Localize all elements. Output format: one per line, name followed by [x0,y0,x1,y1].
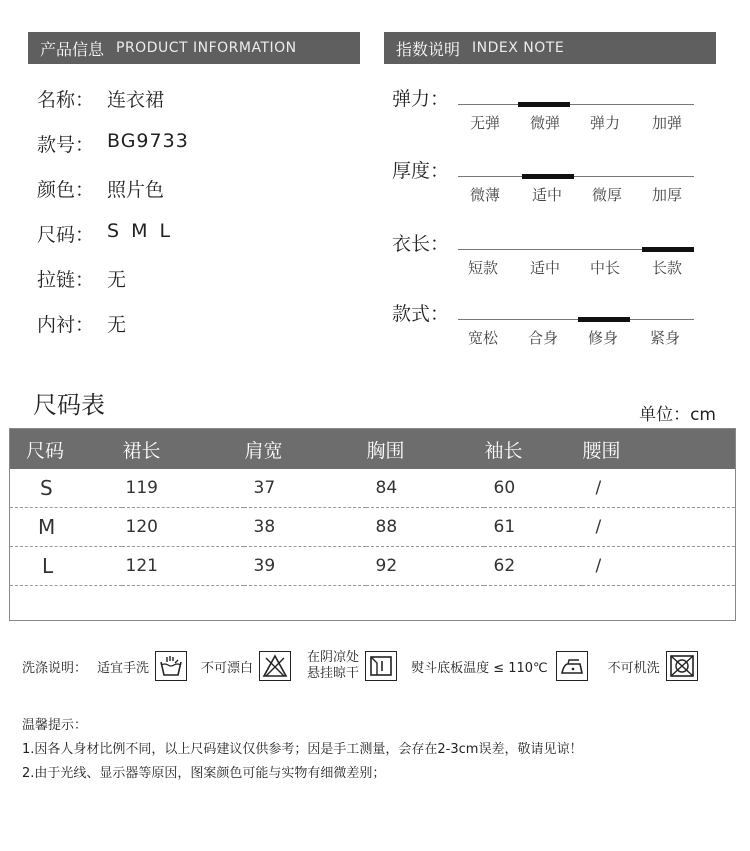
product-info-title: 产品信息 [40,39,105,59]
index-scale-line [458,104,694,105]
info-value: 无 [107,269,127,291]
info-row-size [37,220,173,247]
table-cell: / [582,508,736,547]
size-table-header: 胸围 [366,429,484,470]
table-cell: 62 [484,547,582,586]
size-chart-unit: 单位：cm [639,405,716,425]
index-selected-marker [642,247,694,252]
size-table-header: 肩宽 [244,429,366,470]
index-option: 微厚 [591,186,622,204]
size-table-header: 腰围 [582,429,736,470]
index-label: 弹力： [392,88,450,110]
table-row [10,508,736,547]
index-option: 中长 [589,259,620,277]
table-row [10,469,736,508]
size-table [9,428,736,621]
index-scale-line [458,249,694,250]
care-text: 适宜手洗 [97,660,150,676]
index-selected-marker [518,102,570,107]
shade-dry-icon [365,651,397,681]
index-option: 微弹 [529,114,560,132]
table-cell: 119 [122,469,244,508]
table-cell: 37 [244,469,366,508]
index-option: 加弹 [651,114,682,132]
care-text: 不可机洗 [607,660,660,676]
info-value: BG9733 [107,130,189,152]
index-row-thickness [392,156,702,206]
index-option: 无弹 [469,114,500,132]
care-item-hand-wash [97,651,187,681]
product-info-header [28,32,360,64]
index-row-fit [392,299,702,349]
table-cell: / [582,547,736,586]
notes-title: 温馨提示： [22,718,88,733]
table-row-empty [10,586,736,621]
info-value: 照片色 [107,179,165,201]
info-row-name [37,85,164,112]
hand-wash-icon [155,651,187,681]
table-cell: M [10,508,122,547]
index-selected-marker [578,317,630,322]
index-selected-marker [522,174,574,179]
index-option: 弹力 [589,114,620,132]
iron-icon [556,651,588,681]
no-machine-wash-icon [666,651,698,681]
info-row-lining [37,310,126,337]
index-option: 微薄 [469,186,500,204]
size-table-header: 裙长 [122,429,244,470]
index-note-title-en: INDEX NOTE [472,40,565,56]
table-cell: L [10,547,122,586]
index-scale-line [458,176,694,177]
table-cell: 60 [484,469,582,508]
index-scale-line [458,319,694,320]
index-option: 适中 [531,186,562,204]
index-note-header [384,32,716,64]
care-text: 熨斗底板温度 ≤ 110℃ [411,660,548,676]
table-cell: 39 [244,547,366,586]
care-text-group [307,650,359,682]
table-cell: 92 [366,547,484,586]
care-text: 在阴凉处 [307,650,360,665]
index-option: 合身 [527,329,558,347]
index-label: 厚度： [392,160,450,182]
info-value: 无 [107,314,127,336]
care-item-shade-dry [307,650,397,682]
size-table-header-row [10,429,736,470]
info-row-color [37,175,164,202]
size-table-header: 尺码 [10,429,122,470]
info-value: 连衣裙 [107,89,165,111]
index-option: 长款 [651,259,682,277]
care-text: 悬挂晾干 [307,666,360,681]
notes-line: 2.由于光线、显示器等原因，图案颜色可能与实物有细微差别； [22,766,386,781]
info-label: 尺码： [37,224,95,246]
notes-line: 1.因各人身材比例不同，以上尺码建议仅供参考；因是手工测量，会存在2-3cm误差，敬请见谅！ [22,742,583,757]
table-cell: 121 [122,547,244,586]
index-note-title: 指数说明 [396,39,461,59]
size-chart-title: 尺码表 [33,391,105,419]
care-item-iron [411,651,588,681]
table-cell: 120 [122,508,244,547]
care-item-no-machine-wash [608,651,698,681]
table-cell: 61 [484,508,582,547]
care-item-no-bleach [201,651,291,681]
info-value: S M L [107,220,174,242]
info-label: 内衬： [37,314,95,336]
index-label: 衣长： [392,233,450,255]
index-row-length [392,229,702,279]
index-option: 适中 [529,259,560,277]
table-cell: 88 [366,508,484,547]
index-label: 款式： [392,303,450,325]
care-instructions [22,650,698,682]
size-table-header: 袖长 [484,429,582,470]
notes-section [22,714,582,786]
info-label: 颜色： [37,179,95,201]
index-option: 短款 [467,259,498,277]
info-row-style-number [37,130,189,157]
index-row-elasticity [392,84,702,134]
table-row [10,547,736,586]
table-cell: / [582,469,736,508]
care-text: 不可漂白 [201,660,254,676]
info-row-zipper [37,265,126,292]
info-label: 款号： [37,134,95,156]
no-bleach-icon [259,651,291,681]
index-option: 紧身 [649,329,680,347]
info-label: 名称： [37,89,95,111]
product-info-title-en: PRODUCT INFORMATION [116,40,297,56]
table-cell: 84 [366,469,484,508]
index-option: 修身 [587,329,618,347]
index-option: 加厚 [651,186,682,204]
table-cell: 38 [244,508,366,547]
info-label: 拉链： [37,269,95,291]
care-label: 洗涤说明： [22,660,88,676]
index-option: 宽松 [467,329,498,347]
table-cell: S [10,469,122,508]
